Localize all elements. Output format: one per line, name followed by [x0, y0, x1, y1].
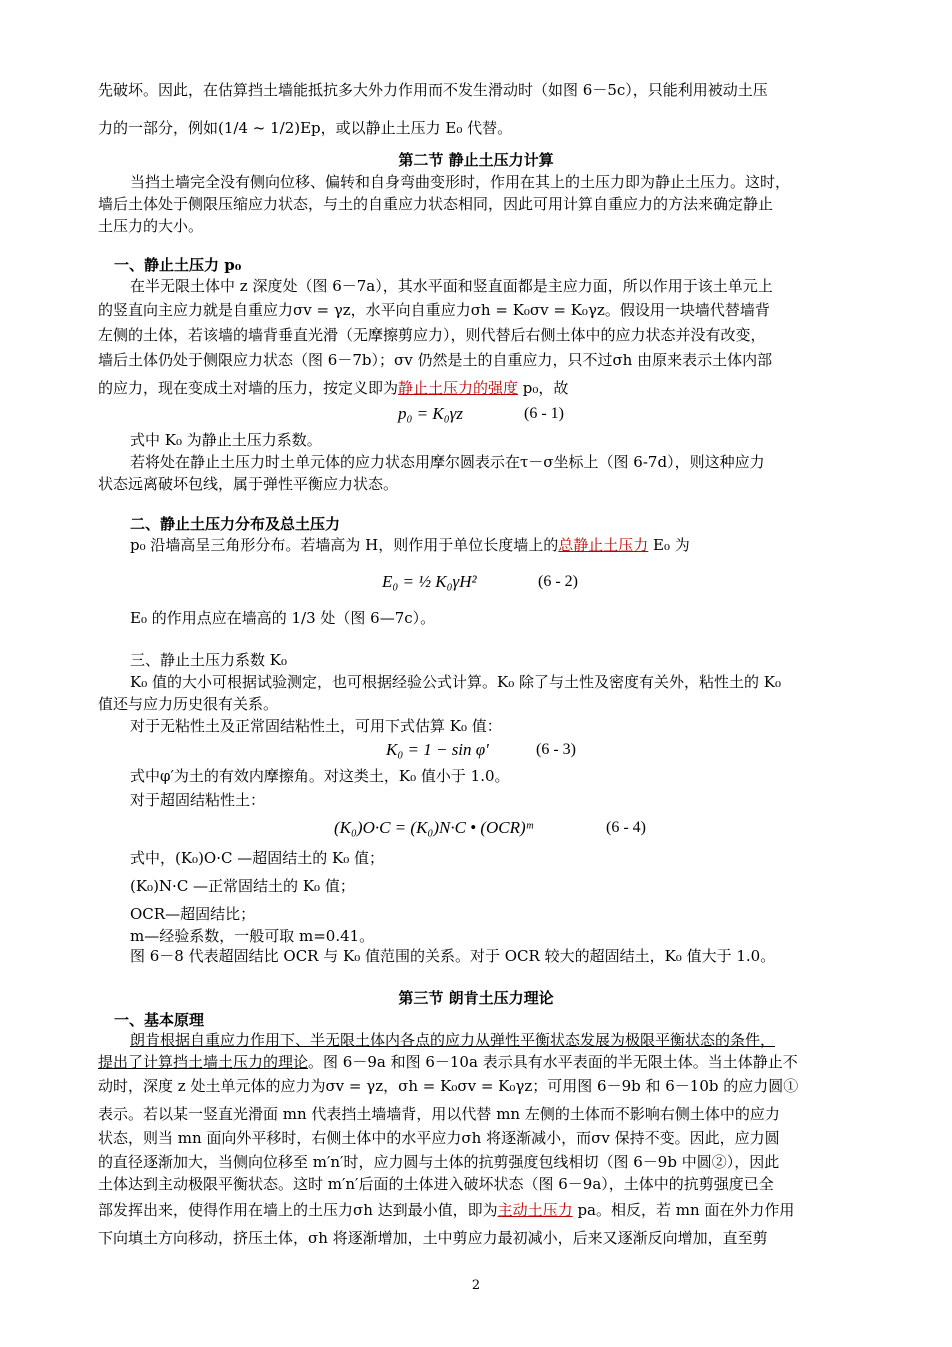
text-line: m—经验系数，一般可取 m=0.41。 — [130, 927, 375, 945]
section-heading: 第二节 静止土压力计算 — [398, 151, 554, 169]
subsection-heading: 一、基本原理 — [114, 1011, 205, 1029]
text-line: 图 6－8 代表超固结比 OCR 与 K₀ 值范围的关系。对于 OCR 较大的超固结土，K₀ 值大于 1.0。 — [130, 947, 776, 965]
section-heading: 第三节 朗肯土压力理论 — [398, 989, 554, 1007]
text-segment: E₀ 为 — [648, 536, 690, 554]
text-line: 下向填土方向移动，挤压土体，σh 将逐渐增加，土中剪应力最初减小，后来又逐渐反向增加，直至剪 — [98, 1229, 768, 1247]
equation: (K₀)O·C = (K₀)N·C • (OCR)ᵐ — [334, 818, 533, 837]
text-line: 式中φ′为土的有效内摩擦角。对这类土，K₀ 值小于 1.0。 — [130, 767, 510, 785]
text-line: (K₀)N·C —正常固结土的 K₀ 值； — [130, 877, 355, 895]
text-line: K₀ 值的大小可根据试验测定，也可根据经验公式计算。K₀ 除了与土性及密度有关外，粘性土的 K₀ — [130, 673, 781, 691]
text-line: 对于超固结粘性土： — [130, 791, 266, 809]
text-line: 当挡土墙完全没有侧向位移、偏转和自身弯曲变形时，作用在其上的土压力即为静止土压力。这时， — [130, 173, 791, 191]
text-line: 墙后土体仍处于侧限应力状态（图 6－7b）；σv 仍然是土的自重应力，只不过σh 由原来表示土体内部 — [98, 351, 773, 369]
text-segment: p₀ 沿墙高呈三角形分布。若墙高为 H，则作用于单位长度墙上的 — [130, 536, 559, 554]
text-line: OCR—超固结比； — [130, 905, 256, 923]
text-line: 墙后土体处于侧限压缩应力状态，与土的自重应力状态相同，因此可用计算自重应力的方法来确定静止 — [98, 195, 774, 213]
text-segment: 。图 6－9a 和图 6－10a 表示具有水平表面的半无限土体。当土体静止不 — [308, 1053, 798, 1071]
text-line: 式中 K₀ 为静止土压力系数。 — [130, 431, 322, 449]
text-line: 值还与应力历史很有关系。 — [98, 695, 279, 713]
highlighted-term: 主动土压力 — [497, 1201, 573, 1219]
text-line: 土体达到主动极限平衡状态。这时 m′n′后面的土体进入破坏状态（图 6－9a），土体中的抗剪强度已全 — [98, 1175, 774, 1193]
text-line: 先破坏。因此，在估算挡土墙能抵抗多大外力作用而不发生滑动时（如图 6－5c），只能利用被动土压 — [98, 81, 768, 99]
highlighted-term: 静止土压力的强度 — [398, 379, 519, 397]
equation: K₀ = 1 − sin φ′ — [386, 740, 489, 759]
text-segment: pa。相反，若 mn 面在外力作用 — [572, 1201, 795, 1219]
text-line: 的直径逐渐加大，当侧向位移至 m′n′时，应力圆与土体的抗剪强度包线相切（图 6－9b 中圆②），因此 — [98, 1153, 780, 1171]
text-line — [98, 378, 568, 398]
subsection-heading: 二、静止土压力分布及总土压力 — [130, 515, 341, 533]
text-line: 的竖直向主应力就是自重应力σv = γz，水平向自重应力σh = K₀σv = K₀γz。假设用一块墙代替墙背 — [98, 301, 770, 319]
equation-number: (6 - 1) — [524, 405, 564, 422]
equation-number: (6 - 4) — [606, 819, 646, 836]
equation-number: (6 - 2) — [538, 573, 578, 590]
text-line: E₀ 的作用点应在墙高的 1/3 处（图 6—7c）。 — [130, 609, 436, 627]
text-line: 三、静止土压力系数 K₀ — [130, 651, 287, 669]
text-line: 若将处在静止土压力时土单元体的应力状态用摩尔圆表示在τ－σ坐标上（图 6-7d），则这种应力 — [130, 453, 765, 471]
equation: E₀ = ½ K₀γH² — [382, 572, 477, 591]
text-line: 状态，则当 mn 面向外平移时，右侧土体中的水平应力σh 将逐渐减小，而σv 保持不变。因此，应力圆 — [98, 1129, 780, 1147]
subsection-heading: 一、静止土压力 p₀ — [114, 256, 242, 274]
text-line: 动时，深度 z 处土单元体的应力为σv = γz，σh = K₀σv = K₀γz；可用图 6－9b 和 6－10b 的应力圆① — [98, 1077, 799, 1095]
text-line: 对于无粘性土及正常固结粘性土，可用下式估算 K₀ 值： — [130, 717, 502, 735]
text-line: 表示。若以某一竖直光滑面 mn 代表挡土墙墙背，用以代替 mn 左侧的土体而不影响右侧土体中的应力 — [98, 1105, 780, 1123]
text-segment: p₀，故 — [518, 379, 569, 397]
text-line: 力的一部分，例如(1/4 ~ 1/2)Ep，或以静止土压力 E₀ 代替。 — [98, 119, 513, 137]
underlined-segment: 提出了计算挡土墙土压力的理论 — [98, 1053, 309, 1071]
text-line — [130, 535, 690, 555]
text-line: 土压力的大小。 — [98, 217, 204, 235]
text-segment: 的应力，现在变成土对墙的压力，按定义即为 — [98, 379, 399, 397]
text-line: 朗肯根据自重应力作用下、半无限土体内各点的应力从弹性平衡状态发展为极限平衡状态的条件， — [130, 1031, 776, 1049]
text-line: 在半无限土体中 z 深度处（图 6－7a），其水平面和竖直面都是主应力面，所以作用于该土单元上 — [130, 277, 773, 295]
text-segment: 部发挥出来，使得作用在墙上的土压力σh 达到最小值，即为 — [98, 1201, 498, 1219]
equation: p₀ = K₀γz — [398, 404, 463, 423]
highlighted-term: 总静止土压力 — [558, 536, 649, 554]
page-number: 2 — [471, 1278, 481, 1293]
text-line: 式中，(K₀)O·C —超固结土的 K₀ 值； — [130, 849, 384, 867]
text-line — [98, 1200, 794, 1220]
text-line — [98, 1052, 798, 1072]
text-line: 左侧的土体，若该墙的墙背垂直光滑（无摩擦剪应力），则代替后右侧土体中的应力状态并没有改变， — [98, 326, 766, 344]
equation-number: (6 - 3) — [536, 741, 576, 758]
text-line: 状态远离破坏包线，属于弹性平衡应力状态。 — [98, 475, 399, 493]
